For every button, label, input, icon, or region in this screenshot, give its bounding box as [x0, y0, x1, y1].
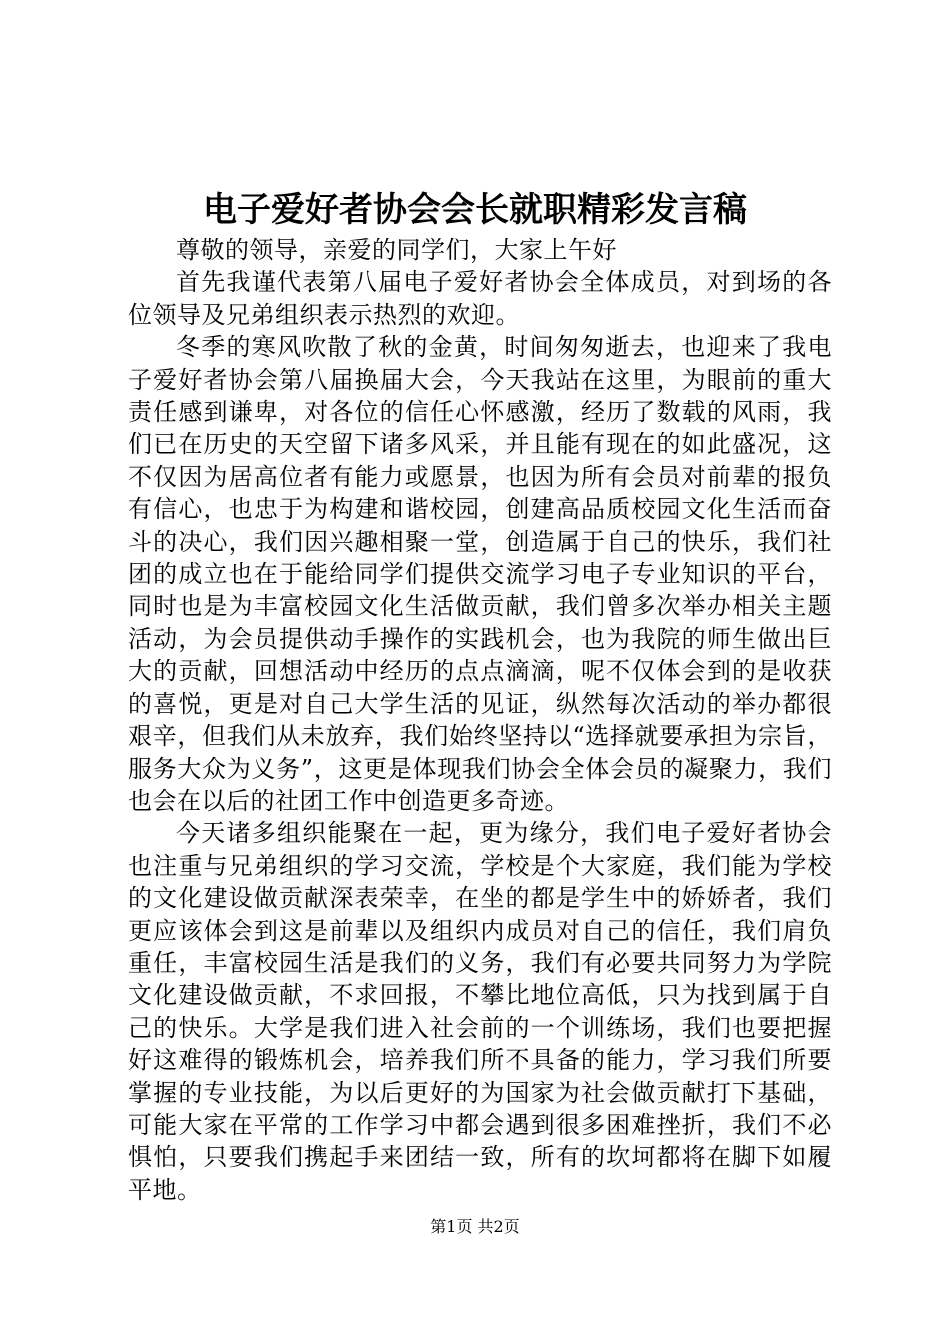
paragraph-welcome: 首先我谨代表第八届电子爱好者协会全体成员，对到场的各位领导及兄弟组织表示热烈的欢迎。	[128, 268, 832, 329]
paragraph-cooperation: 今天诸多组织能聚在一起，更为缘分，我们电子爱好者协会也注重与兄弟组织的学习交流，学校是个大家庭，我们能为学校的文化建设做贡献深表荣幸，在坐的都是学生中的娇娇者，我们更应该体会到这是前辈以及组织内成员对自己的信任，我们肩负重任，丰富校园生活是我们的义务，我们有必要共同努力为学院文化建设做贡献，不求回报，不攀比地位高低，只为找到属于自己的快乐。大学是我们进入社会前的一个训练场，我们也要把握好这难得的锻炼机会，培养我们所不具备的能力，学习我们所要掌握的专业技能，为以后更好的为国家为社会做贡献打下基础，可能大家在平常的工作学习中都会遇到很多困难挫折，我们不必惧怕，只要我们携起手来团结一致，所有的坎坷都将在脚下如履平地。	[128, 819, 832, 1204]
page-number-footer: 第1页 共2页	[430, 1217, 520, 1236]
paragraph-greeting: 尊敬的领导，亲爱的同学们，大家上午好	[176, 236, 617, 264]
paragraph-history: 冬季的寒风吹散了秋的金黄，时间匆匆逝去，也迎来了我电子爱好者协会第八届换届大会，今天我站在这里，为眼前的重大责任感到谦卑，对各位的信任心怀感激，经历了数载的风雨，我们已在历史的天空留下诸多风采，并且能有现在的如此盛况，这不仅因为居高位者有能力或愿景，也因为所有会员对前辈的报负有信心，也忠于为构建和谐校园，创建高品质校园文化生活而奋斗的决心，我们因兴趣相聚一堂，创造属于自己的快乐，我们社团的成立也在于能给同学们提供交流学习电子专业知识的平台，同时也是为丰富校园文化生活做贡献，我们曾多次举办相关主题活动，为会员提供动手操作的实践机会，也为我院的师生做出巨大的贡献，回想活动中经历的点点滴滴，呢不仅体会到的是收获的喜悦，更是对自己大学生活的见证，纵然每次活动的举办都很艰辛，但我们从未放弃，我们始终坚持以“选择就要承担为宗旨，服务大众为义务”，这更是体现我们协会全体会员的凝聚力，我们也会在以后的社团工作中创造更多奇迹。	[128, 333, 832, 815]
document-title: 电子爱好者协会会长就职精彩发言稿	[203, 190, 747, 230]
document-body	[128, 234, 832, 1206]
